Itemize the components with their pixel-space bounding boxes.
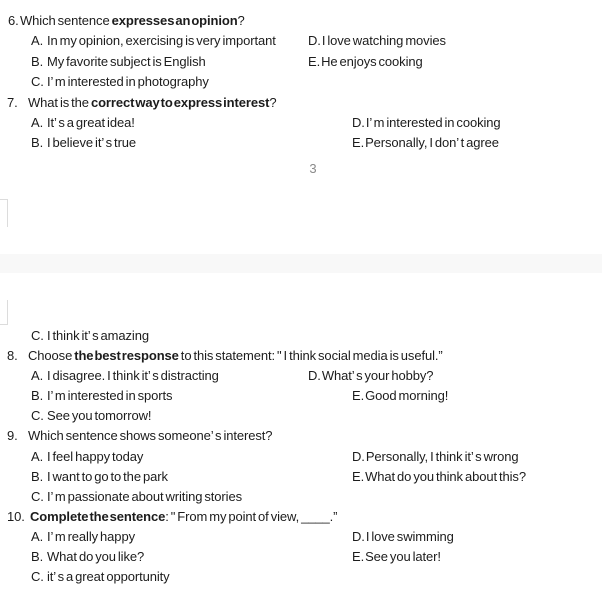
option-label: C. xyxy=(31,488,44,504)
page-2-content xyxy=(0,326,602,587)
option-text: I’ m interested in sports xyxy=(47,388,173,404)
question-9-row-3 xyxy=(0,487,602,507)
option-text: Personally, I think it’ s wrong xyxy=(365,448,519,464)
question-7-row-3 xyxy=(0,326,602,346)
option-label: D. xyxy=(308,33,321,49)
question-8-row-1 xyxy=(0,366,602,386)
option-label: A. xyxy=(31,368,44,384)
option-text: What do you think about this? xyxy=(365,468,526,484)
option-text: I’ m interested in cooking xyxy=(365,114,501,130)
option-label: E. xyxy=(308,53,321,69)
option-text: He enjoys cooking xyxy=(321,53,423,69)
question-text-bold: Complete the sentence xyxy=(30,508,166,524)
option-text: I want to go to the park xyxy=(47,468,168,484)
question-6-title xyxy=(0,11,602,31)
option-label: E. xyxy=(352,388,365,404)
option-right xyxy=(352,527,454,547)
option-right xyxy=(352,547,441,567)
option-text: See you later! xyxy=(365,549,441,565)
option-text: What do you like? xyxy=(47,549,145,565)
option-label: E. xyxy=(352,135,365,151)
option-text: it’ s a great opportunity xyxy=(47,569,170,585)
option-text: My favorite subject is English xyxy=(47,53,206,69)
question-text: to this statement: " I think social media is useful.” xyxy=(178,348,443,364)
option-label: B. xyxy=(31,388,44,404)
option-label: A. xyxy=(31,448,44,464)
option-label: C. xyxy=(31,408,44,424)
question-text-bold: expresses an opinion xyxy=(111,13,238,28)
option-text: Good morning! xyxy=(365,388,449,404)
option-label: B. xyxy=(31,468,44,484)
option-right xyxy=(352,467,526,487)
question-9-row-2 xyxy=(0,467,602,487)
option-label: C. xyxy=(31,328,44,343)
question-number: 6. xyxy=(8,13,19,28)
option-right xyxy=(352,386,448,406)
option-text: I love watching movies xyxy=(321,33,446,49)
option-text: I love swimming xyxy=(365,528,454,544)
option-label: D. xyxy=(352,528,365,544)
option-label: A. xyxy=(31,33,44,49)
page-separator-band xyxy=(0,254,602,273)
question-9-title xyxy=(0,426,602,446)
option-label: D. xyxy=(308,368,321,384)
option-text: What’ s your hobby? xyxy=(321,368,434,384)
question-7-title xyxy=(0,93,602,113)
question-10-row-2 xyxy=(0,547,602,567)
question-text: ? xyxy=(269,94,277,110)
option-right xyxy=(308,52,423,72)
option-label: C. xyxy=(31,569,44,585)
question-6-row-3 xyxy=(0,72,602,92)
option-text: I believe it’ s true xyxy=(47,135,137,151)
option-label: B. xyxy=(31,549,44,565)
question-7-row-1 xyxy=(0,113,602,133)
question-text-bold: correct way to express interest xyxy=(90,94,270,110)
question-number: 10. xyxy=(7,508,25,524)
question-text: Choose xyxy=(28,348,75,364)
question-text: ? xyxy=(237,13,245,28)
question-7-row-2 xyxy=(0,133,602,153)
question-6-row-2 xyxy=(0,52,602,72)
question-10-row-3 xyxy=(0,567,602,587)
option-label: D. xyxy=(352,114,365,130)
option-text: I’ m really happy xyxy=(47,528,135,544)
option-text: Personally, I don’ t agree xyxy=(365,135,499,151)
question-text: Which sentence shows someone’ s interest? xyxy=(28,428,273,444)
option-text: It’ s a great idea! xyxy=(47,114,135,130)
option-text: I’ m interested in photography xyxy=(47,74,209,90)
question-number: 8. xyxy=(7,348,18,364)
question-8-title xyxy=(0,346,602,366)
option-text: See you tomorrow! xyxy=(47,408,152,424)
question-text-bold: the best response xyxy=(74,348,179,364)
option-text: In my opinion, exercising is very important xyxy=(47,33,276,49)
option-label: B. xyxy=(31,53,44,69)
option-text: I think it’ s amazing xyxy=(47,328,149,343)
question-8-row-3 xyxy=(0,406,602,426)
option-text: I feel happy today xyxy=(47,448,144,464)
option-label: B. xyxy=(31,135,44,151)
question-8-row-2 xyxy=(0,386,602,406)
question-text: : " From my point of view, ____.” xyxy=(165,508,338,524)
page-number: 3 xyxy=(309,161,317,176)
option-text: I’ m passionate about writing stories xyxy=(47,488,242,504)
question-6-row-1 xyxy=(0,31,602,51)
question-text: Which sentence xyxy=(20,13,112,28)
option-label: E. xyxy=(352,468,365,484)
option-label: D. xyxy=(352,448,365,464)
option-label: E. xyxy=(352,549,365,565)
option-label: C. xyxy=(31,74,44,90)
text-boundary-mark-top xyxy=(0,199,8,227)
option-right xyxy=(352,447,519,467)
question-text: What is the xyxy=(28,94,91,110)
option-label: A. xyxy=(31,528,44,544)
question-number: 7. xyxy=(7,94,18,110)
option-right xyxy=(308,366,433,386)
option-text: I disagree. I think it’ s distracting xyxy=(47,368,219,384)
text-boundary-mark-bottom xyxy=(0,300,8,325)
question-10-row-1 xyxy=(0,527,602,547)
page-1-content xyxy=(0,11,602,154)
question-10-title xyxy=(0,507,602,527)
question-number: 9. xyxy=(7,428,18,444)
option-label: A. xyxy=(31,114,44,130)
question-9-row-1 xyxy=(0,447,602,467)
option-right xyxy=(352,113,501,133)
option-right xyxy=(352,133,499,153)
option-right xyxy=(308,31,446,51)
